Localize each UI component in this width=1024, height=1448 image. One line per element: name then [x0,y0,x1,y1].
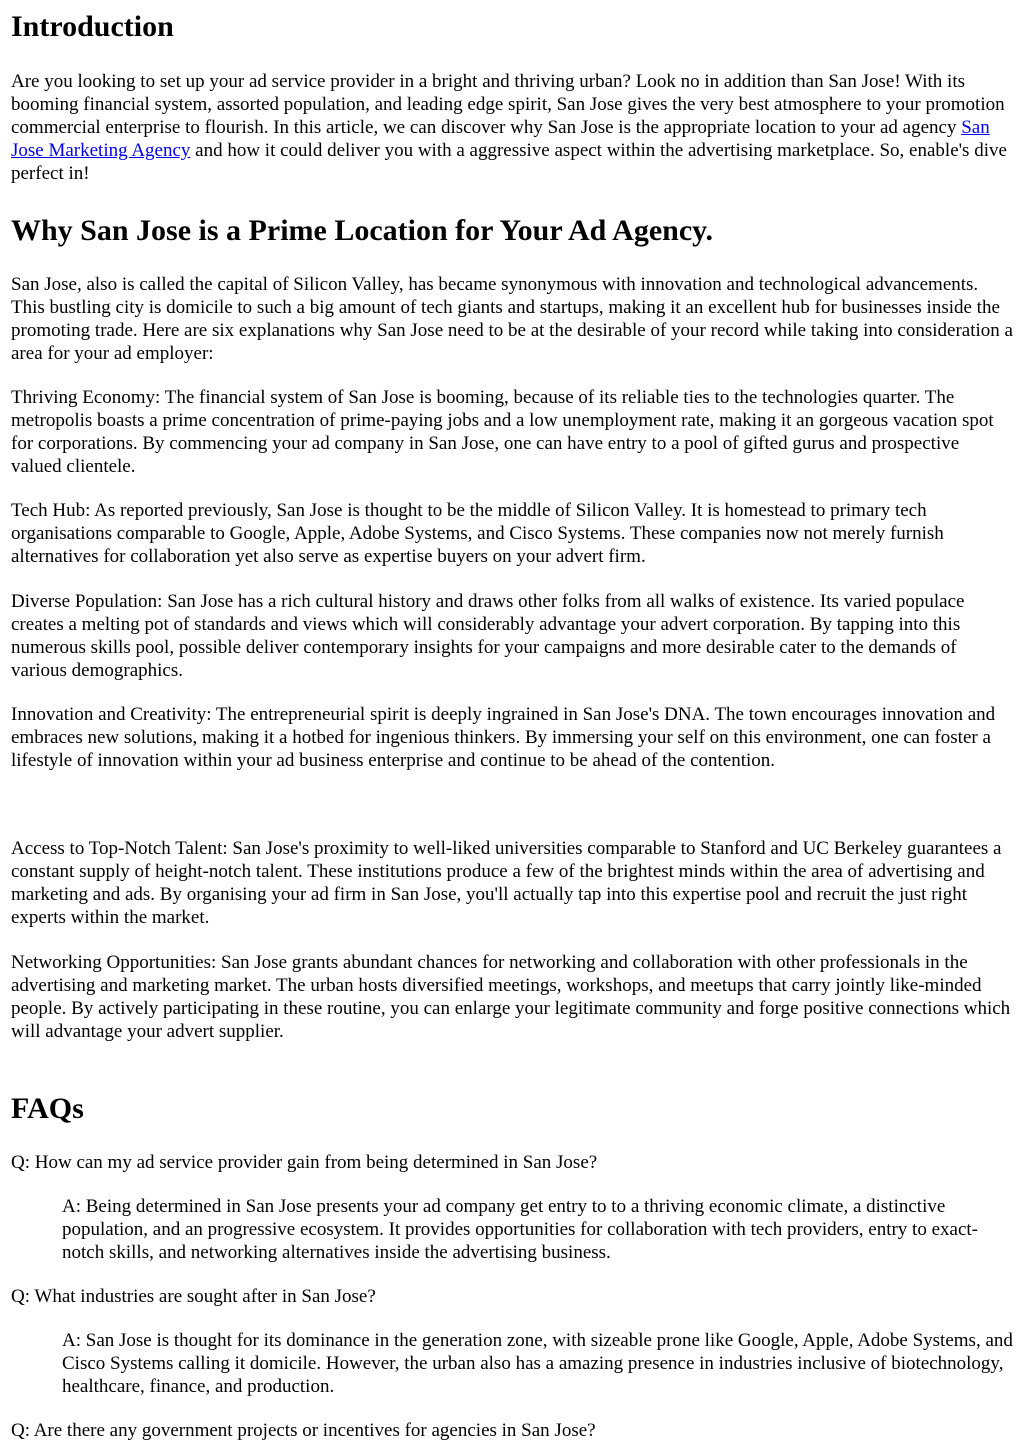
faqs-heading: FAQs [11,1092,84,1125]
faq-question: Q: How can my ad service provider gain from being determined in San Jose? [11,1152,598,1173]
introduction-text-end: and how it could deliver you with a aggressive aspect within the advertising marketplace. So, enable's dive perfect in! [11,140,1007,184]
introduction-text-start: Are you looking to set up your ad service provider in a bright and thriving urban? Look no in addition than San Jose! With its booming financial system, assorted population, and leading edge spirit, San Jose gives the very best atmosphere to your promotion commercial enterprise to flourish. In this article, we can discover why San Jose is the appropriate location to your ad agency [11,71,1005,138]
why-intro-paragraph: San Jose, also is called the capital of Silicon Valley, has became synonymous with innovation and technological advancements. This bustling city is domicile to such a big amount of tech giants and startups, making it an excellent hub for businesses inside the promoting trade. Here are six explanations why San Jose need to be at the desirable of your record while taking into consideration a area for your ad employer: [11,274,1013,364]
faq-answer: A: Being determined in San Jose presents your ad company get entry to to a thriving economic climate, a distinctive population, and an progressive ecosystem. It provides opportunities for collaboration with tech providers, entry to exact-notch skills, and networking alternatives inside the advertising business. [62,1196,978,1263]
why-san-jose-heading: Why San Jose is a Prime Location for Your Ad Agency. [11,214,713,247]
thriving-economy-paragraph: Thriving Economy: The financial system of San Jose is booming, because of its reliable ties to the technologies quarter. The metropolis boasts a prime concentration of prime-paying jobs and a low unemployment rate, making it an gorgeous vacation spot for corporations. By commencing your ad company in San Jose, one can have entry to a pool of gifted gurus and prospective valued clientele. [11,387,994,477]
innovation-creativity-paragraph: Innovation and Creativity: The entrepreneurial spirit is deeply ingrained in San Jose's DNA. The town encourages innovation and embraces new solutions, making it a hotbed for ingenious thinkers. By immersing your self on this environment, one can foster a lifestyle of innovation within your ad business enterprise and continue to be ahead of the contention. [11,704,996,771]
top-notch-talent-paragraph: Access to Top-Notch Talent: San Jose's proximity to well-liked universities comparable to Stanford and UC Berkeley guarantees a constant supply of height-notch talent. These institutions produce a few of the brightest minds within the area of advertising and marketing and ads. By organising your ad firm in San Jose, you'll actually tap into this expertise pool and recruit the just right experts within the market. [11,838,1002,928]
faq-answer: A: San Jose is thought for its dominance in the generation zone, with sizeable prone like Google, Apple, Adobe Systems, and Cisco Systems calling it domicile. However, the urban also has a amazing presence in industries inclusive of biotechnology, healthcare, finance, and production. [62,1330,1013,1397]
san-jose-marketing-agency-link[interactable]: San Jose Marketing Agency [11,117,990,161]
faq-question: Q: Are there any government projects or incentives for agencies in San Jose? [11,1420,596,1441]
diverse-population-paragraph: Diverse Population: San Jose has a rich cultural history and draws other folks from all walks of existence. Its varied populace creates a melting pot of standards and views which will considerably advantage your advert corporation. By tapping into this numerous skills pool, possible deliver contemporary insights for your campaigns and more desirable cater to the demands of various demographics. [11,591,965,681]
tech-hub-paragraph: Tech Hub: As reported previously, San Jose is thought to be the middle of Silicon Valley. It is homestead to primary tech organisations comparable to Google, Apple, Adobe Systems, and Cisco Systems. These companies now not merely furnish alternatives for collaboration yet also serve as expertise buyers on your advert firm. [11,500,944,567]
faq-question: Q: What industries are sought after in San Jose? [11,1286,376,1307]
networking-opportunities-paragraph: Networking Opportunities: San Jose grants abundant chances for networking and collaboration with other professionals in the advertising and marketing market. The urban hosts diversified meetings, workshops, and meetups that carry jointly like-minded people. By actively participating in these routine, you can enlarge your legitimate community and forge positive connections which will advantage your advert supplier. [11,952,1011,1042]
introduction-heading: Introduction [11,10,174,43]
introduction-paragraph [11,70,1014,185]
